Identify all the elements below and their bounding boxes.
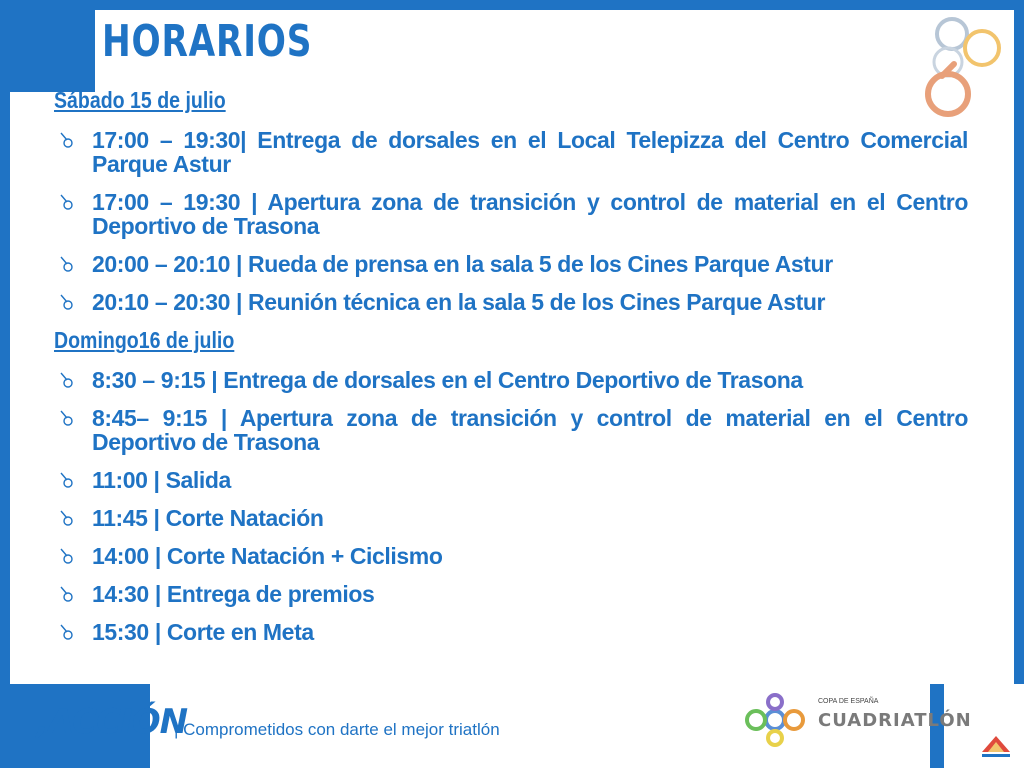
list-item [54, 506, 968, 530]
hollow-circle-bullet-icon [56, 254, 74, 274]
schedule-item-text: 14:00 | Corte Natación + Ciclismo [92, 543, 443, 569]
schedule-item-text: 11:45 | Corte Natación [92, 505, 324, 531]
hollow-circle-bullet-icon [56, 292, 74, 312]
schedule-item-text: 17:00 – 19:30| Entrega de dorsales en el Local Telepizza del Centro Comercial Parque Astur [92, 127, 968, 177]
list-item [54, 368, 968, 392]
schedule-content [54, 84, 968, 654]
list-item [54, 406, 968, 454]
hollow-circle-bullet-icon [56, 508, 74, 528]
hollow-circle-bullet-icon [56, 470, 74, 490]
schedule-item-text: 8:45– 9:15 | Apertura zona de transición y control de material en el Centro Deportivo de Trasona [92, 405, 968, 455]
schedule-item-text: 20:10 – 20:30 | Reunión técnica en la sala 5 de los Cines Parque Astur [92, 289, 826, 315]
list-item [54, 190, 968, 238]
day-heading-sunday: Domingo16 de julio [54, 327, 235, 353]
schedule-item-text: 17:00 – 19:30 | Apertura zona de transición y control de material en el Centro Deportivo de Trasona [92, 189, 968, 239]
schedule-item-text: 8:30 – 9:15 | Entrega de dorsales en el Centro Deportivo de Trasona [92, 367, 803, 393]
day-heading-saturday: Sábado 15 de julio [54, 87, 226, 113]
schedule-item-text: 15:30 | Corte en Meta [92, 619, 314, 645]
page-title: HORARIOS [102, 16, 313, 67]
hollow-circle-bullet-icon [56, 408, 74, 428]
cup-subtitle: COPA DE ESPAÑA [818, 698, 879, 705]
schedule-item-text: 11:00 | Salida [92, 467, 231, 493]
brand-tagline: | Comprometidos con darte el mejor triatlón [174, 720, 500, 739]
hollow-circle-bullet-icon [56, 370, 74, 390]
list-item [54, 468, 968, 492]
triathlon-federation-logo-icon [976, 728, 1016, 764]
list-item [54, 544, 968, 568]
list-item [54, 290, 968, 314]
hollow-circle-bullet-icon [56, 192, 74, 212]
hollow-circle-bullet-icon [56, 130, 74, 150]
hollow-circle-bullet-icon [56, 584, 74, 604]
schedule-item-text: 14:30 | Entrega de premios [92, 581, 375, 607]
list-item [54, 582, 968, 606]
list-item [54, 620, 968, 644]
cup-name: CUADRIATLÓN [818, 710, 972, 731]
hollow-circle-bullet-icon [56, 546, 74, 566]
cuadriatlon-logo-icon [740, 692, 810, 748]
title-tab-block [0, 10, 95, 92]
list-item [54, 252, 968, 276]
hollow-circle-bullet-icon [56, 622, 74, 642]
schedule-item-text: 20:00 – 20:10 | Rueda de prensa en la sala 5 de los Cines Parque Astur [92, 251, 833, 277]
list-item [54, 128, 968, 176]
schedule-list-sunday [54, 368, 968, 644]
schedule-list-saturday [54, 128, 968, 314]
brand-logo: ,ACCIÓN [36, 702, 188, 742]
